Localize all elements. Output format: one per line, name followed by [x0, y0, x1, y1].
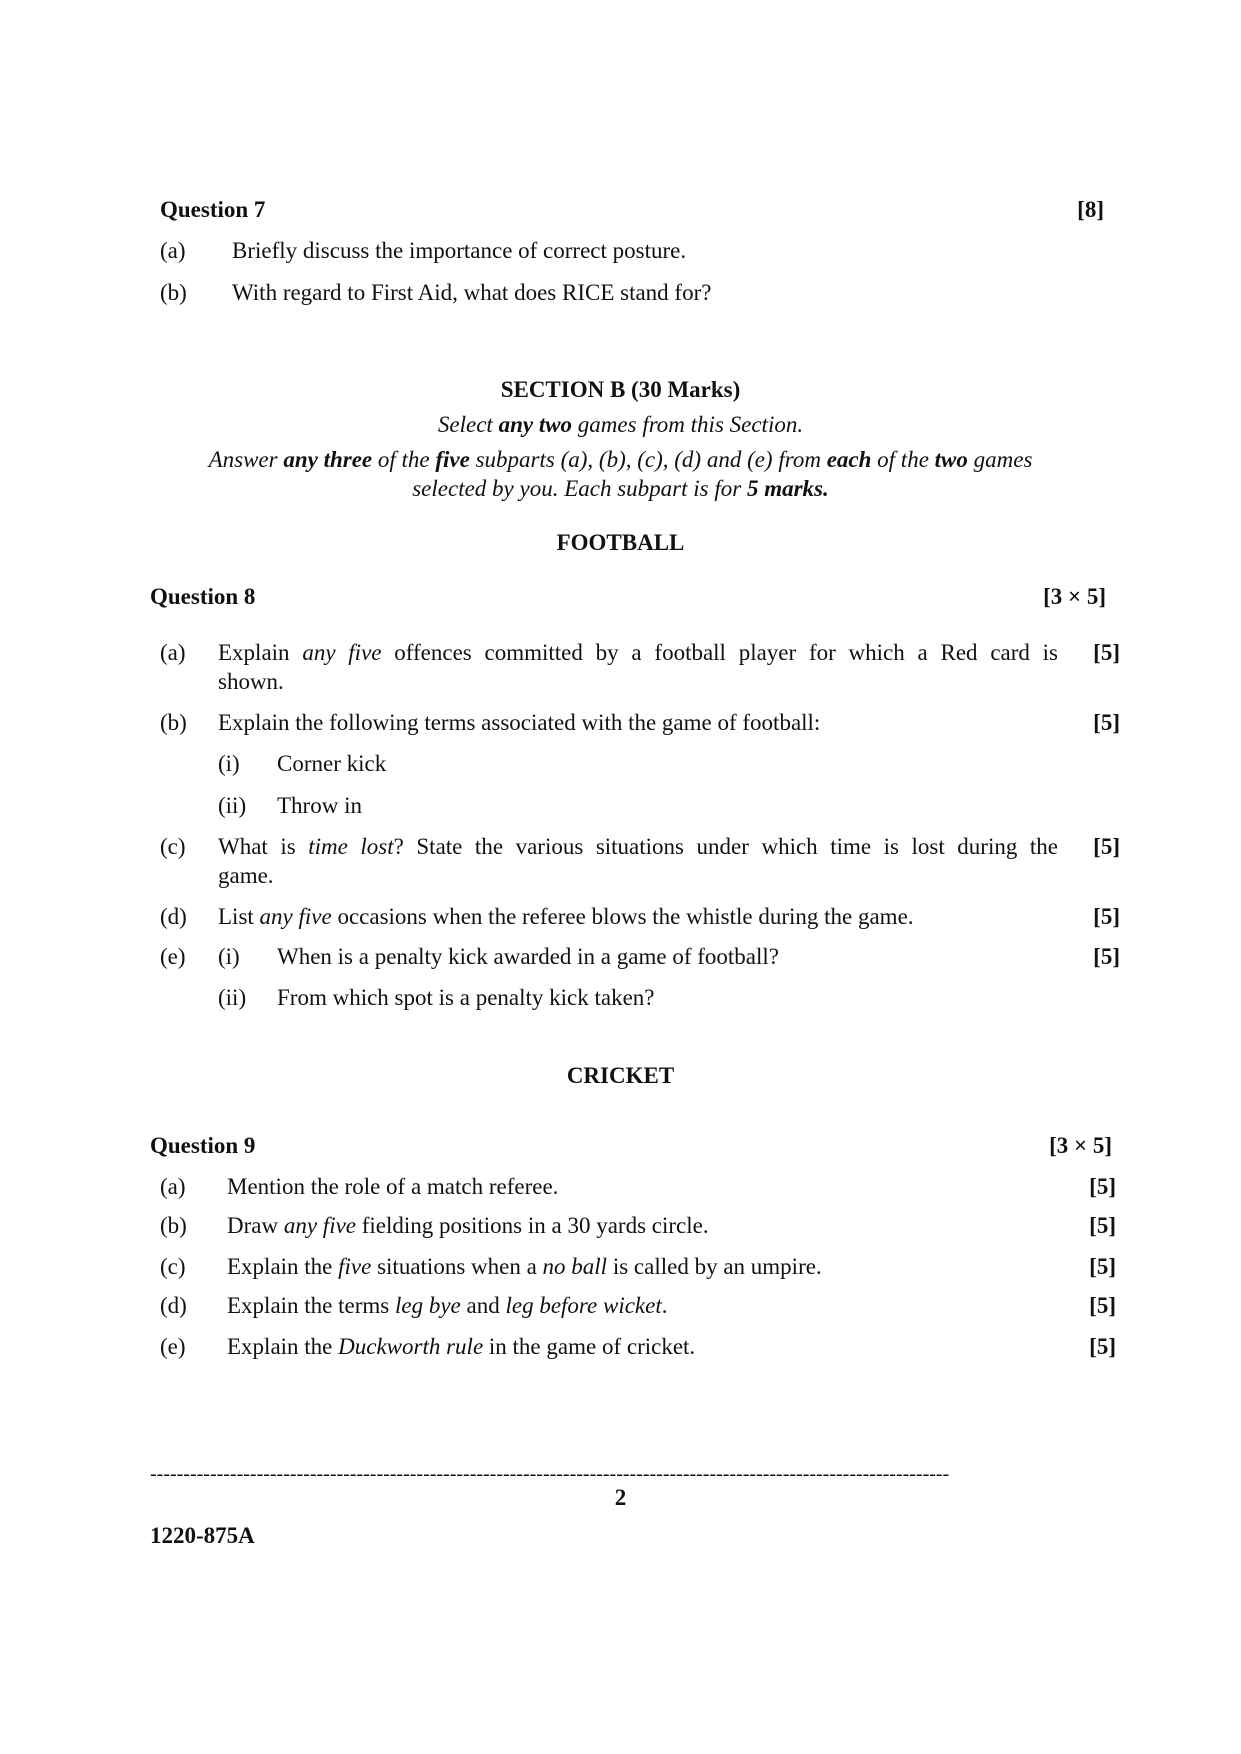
question-8-title: Question 8 [150, 584, 256, 609]
q7-a-text: Briefly discuss the importance of correct posture. [232, 238, 687, 263]
section-b-instruction-1: Select any two games from this Section. [437, 412, 804, 437]
q8-c-text-line2: game. [218, 863, 274, 888]
q8-a-text-line1: Explain any five offences committed by a football player for which a Red card is [218, 640, 1059, 665]
section-b-instruction-2: Answer any three of the five subparts (a), (b), (c), (d) and (e) from each of the two games [208, 447, 1033, 472]
q8-e-marks: [5] [1093, 944, 1120, 969]
q8-d-text: List any five occasions when the referee blows the whistle during the game. [218, 904, 914, 929]
q8-b-text: Explain the following terms associated with the game of football: [218, 710, 821, 735]
q8-b-ii-text: Throw in [277, 793, 362, 818]
page-number: 2 [614, 1485, 627, 1510]
q8-b-i-label: (i) [218, 751, 240, 776]
footer-divider: ------------------------------------------------------------------------------------------------------------------------ [150, 1463, 950, 1485]
q8-b-i-text: Corner kick [277, 751, 387, 776]
question-7-marks: [8] [1077, 197, 1104, 222]
q9-a-marks: [5] [1089, 1174, 1116, 1199]
q8-e-label: (e) [160, 944, 186, 969]
section-b-heading: SECTION B (30 Marks) [500, 377, 741, 402]
football-heading: FOOTBALL [556, 530, 685, 555]
q9-e-marks: [5] [1089, 1334, 1116, 1359]
q9-a-label: (a) [160, 1174, 186, 1199]
q8-e-i-text: When is a penalty kick awarded in a game of football? [277, 944, 779, 969]
q7-b-label: (b) [160, 280, 187, 305]
paper-code: 1220-875A [150, 1523, 255, 1548]
q8-b-ii-label: (ii) [218, 793, 247, 818]
section-b-instruction-3: selected by you. Each subpart is for 5 marks. [412, 476, 829, 501]
q9-c-label: (c) [160, 1254, 186, 1279]
q7-a-label: (a) [160, 238, 186, 263]
q9-a-text: Mention the role of a match referee. [227, 1174, 559, 1199]
q9-e-label: (e) [160, 1334, 186, 1359]
q9-b-label: (b) [160, 1213, 187, 1238]
q8-c-label: (c) [160, 834, 186, 859]
q8-b-marks: [5] [1093, 710, 1120, 735]
q9-b-text: Draw any five fielding positions in a 30 yards circle. [227, 1213, 709, 1238]
q8-d-label: (d) [160, 904, 187, 929]
q9-e-text: Explain the Duckworth rule in the game of cricket. [227, 1334, 696, 1359]
q9-b-marks: [5] [1089, 1213, 1116, 1238]
q9-c-text: Explain the five situations when a no ball is called by an umpire. [227, 1254, 822, 1279]
q8-a-marks: [5] [1093, 640, 1120, 665]
question-9-title: Question 9 [150, 1133, 256, 1158]
q8-c-marks: [5] [1093, 834, 1120, 859]
q8-b-label: (b) [160, 710, 187, 735]
q9-c-marks: [5] [1089, 1254, 1116, 1279]
q9-d-marks: [5] [1089, 1293, 1116, 1318]
q8-a-text-line2: shown. [218, 669, 284, 694]
q8-a-label: (a) [160, 640, 186, 665]
q7-b-text: With regard to First Aid, what does RICE stand for? [232, 280, 712, 305]
q9-d-label: (d) [160, 1293, 187, 1318]
q8-e-ii-text: From which spot is a penalty kick taken? [277, 985, 655, 1010]
cricket-heading: CRICKET [566, 1063, 675, 1088]
q8-c-text-line1: What is time lost? State the various situations under which time is lost during the [218, 834, 1058, 859]
q8-e-i-label: (i) [218, 944, 240, 969]
q9-d-text: Explain the terms leg bye and leg before wicket. [227, 1293, 668, 1318]
question-7-title: Question 7 [160, 197, 266, 222]
question-9-marks: [3 × 5] [1049, 1133, 1112, 1158]
q8-d-marks: [5] [1093, 904, 1120, 929]
question-8-marks: [3 × 5] [1043, 584, 1106, 609]
q8-e-ii-label: (ii) [218, 985, 247, 1010]
